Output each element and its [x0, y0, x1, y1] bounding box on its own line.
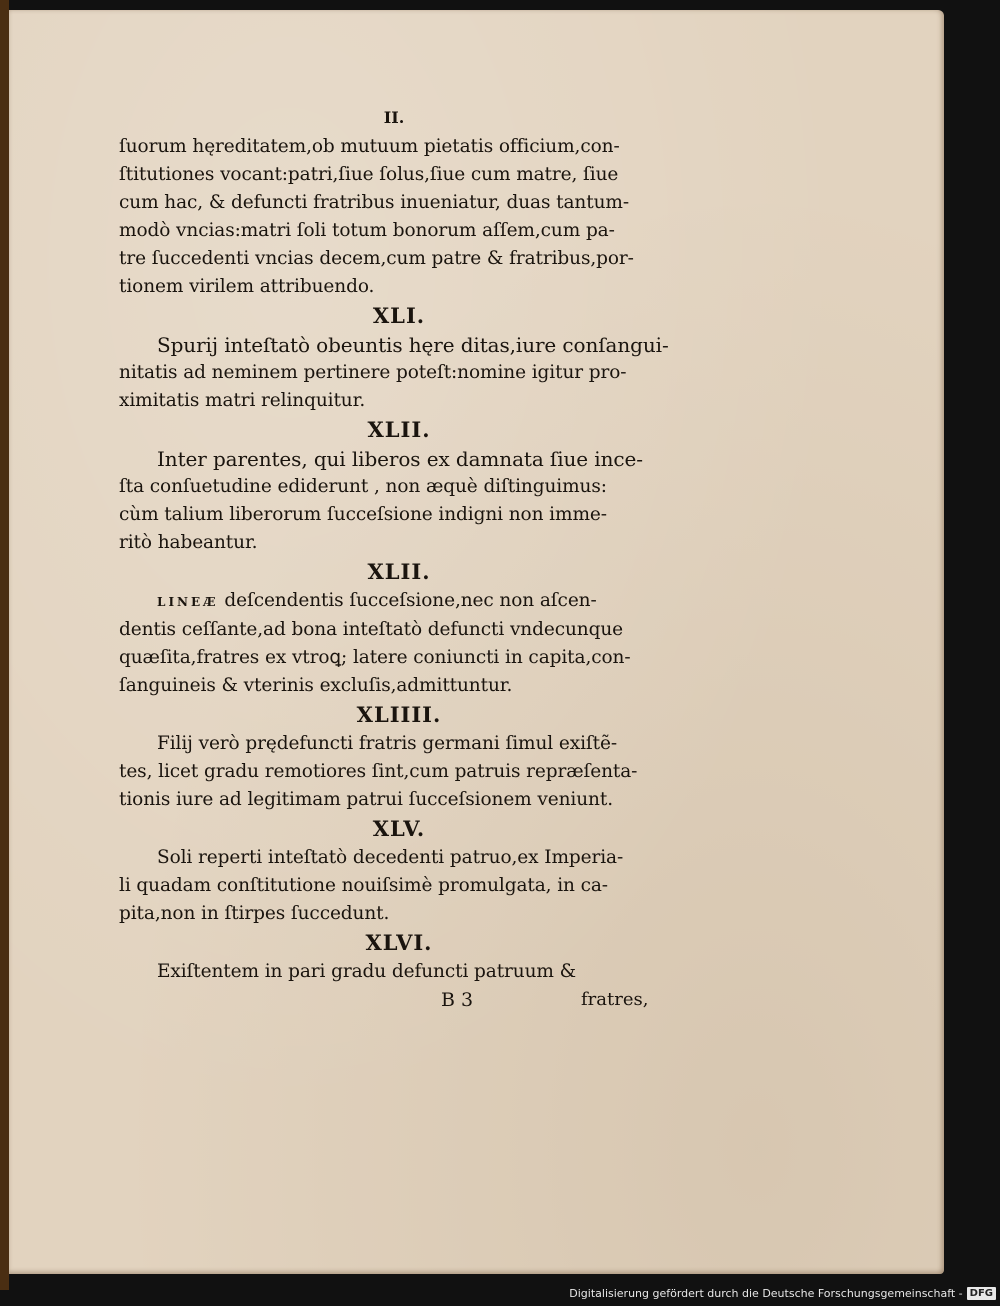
text-line: tes, licet gradu remotiores ſint,cum patruis repræſenta-	[119, 761, 638, 782]
catchword: fratres,	[581, 989, 649, 1010]
text-line: tionis iure ad legitimam patrui ſucceſsionem veniunt.	[119, 789, 613, 810]
text-line: ſtitutiones vocant:patri,ſiue ſolus,ſiue cum matre, ſiue	[119, 164, 619, 185]
section-heading: XLV.	[372, 816, 426, 841]
text-line: li quadam conſtitutione nouiſsimè promulgata, in ca-	[119, 875, 608, 896]
text-line: ſanguineis & vterinis excluſis,admittuntur.	[119, 675, 513, 696]
section-heading: XLI.	[372, 303, 426, 328]
signature-mark: B 3	[441, 989, 474, 1011]
text-line: cum hac, & defuncti fratribus inueniatur, duas tantum-	[119, 192, 629, 213]
text-line: Exiſtentem in pari gradu defuncti patruum &	[157, 961, 577, 982]
section-xlii-second	[119, 557, 659, 700]
book-page	[9, 10, 944, 1274]
text-line: modò vncias:matri ſoli totum bonorum aſſem,cum pa-	[119, 220, 615, 241]
section-xlii	[119, 415, 659, 557]
section-xlvi	[119, 928, 659, 986]
section-heading: XLVI.	[365, 930, 433, 955]
text-line: tionem virilem attribuendo.	[119, 276, 375, 297]
text-line-rest: deſcendentis ſucceſsione,nec non aſcen-	[218, 590, 597, 611]
section-heading: XLII.	[367, 559, 431, 584]
text-line: ſta conſuetudine ediderunt , non æquè diſtinguimus:	[119, 476, 607, 497]
funding-credit	[569, 1284, 996, 1302]
text-line: ſuorum hęreditatem,ob mutuum pietatis officium,con-	[119, 136, 620, 157]
smallcaps-lead: LINEÆ	[157, 595, 219, 609]
section-xliiii	[119, 700, 659, 814]
opening-paragraph	[119, 133, 659, 301]
page-text-block	[119, 108, 669, 1014]
text-line: quæſita,fratres ex vtroꝗ; latere coniuncti in capita,con-	[119, 647, 631, 668]
text-line: Filij verò prędefuncti fratris germani ſimul exiſtẽ-	[157, 733, 617, 754]
text-line: Inter parentes, qui liberos ex damnata ſiue ince-	[157, 447, 643, 471]
text-line: Soli reperti inteſtatò decedenti patruo,ex Imperia-	[157, 847, 624, 868]
credit-text: Digitalisierung gefördert durch die Deutsche Forschungsgemeinschaft -	[569, 1286, 963, 1300]
text-line: ximitatis matri relinquitur.	[119, 390, 366, 411]
binding-edge	[0, 0, 9, 1290]
text-line: dentis ceſſante,ad bona inteſtatò defuncti vndecunque	[119, 619, 623, 640]
dfg-logo: DFG	[967, 1287, 996, 1300]
section-xlv	[119, 814, 659, 928]
text-line: pita,non in ſtirpes ſuccedunt.	[119, 903, 390, 924]
section-heading: XLII.	[367, 417, 431, 442]
section-heading: XLIIII.	[356, 702, 442, 727]
text-line: cùm talium liberorum ſucceſsione indigni non imme-	[119, 504, 607, 525]
text-line: nitatis ad neminem pertinere poteſt:nomine igitur pro-	[119, 362, 627, 383]
section-xli	[119, 301, 669, 415]
text-line: tre ſuccedenti vncias decem,cum patre & fratribus,por-	[119, 248, 634, 269]
folio-number: II.	[383, 108, 405, 127]
text-line: Spurij inteſtatò obeuntis hęre ditas,iure conſangui-	[157, 333, 669, 357]
text-line	[119, 587, 659, 616]
page-footer	[119, 986, 659, 1014]
text-line: ritò habeantur.	[119, 532, 258, 553]
